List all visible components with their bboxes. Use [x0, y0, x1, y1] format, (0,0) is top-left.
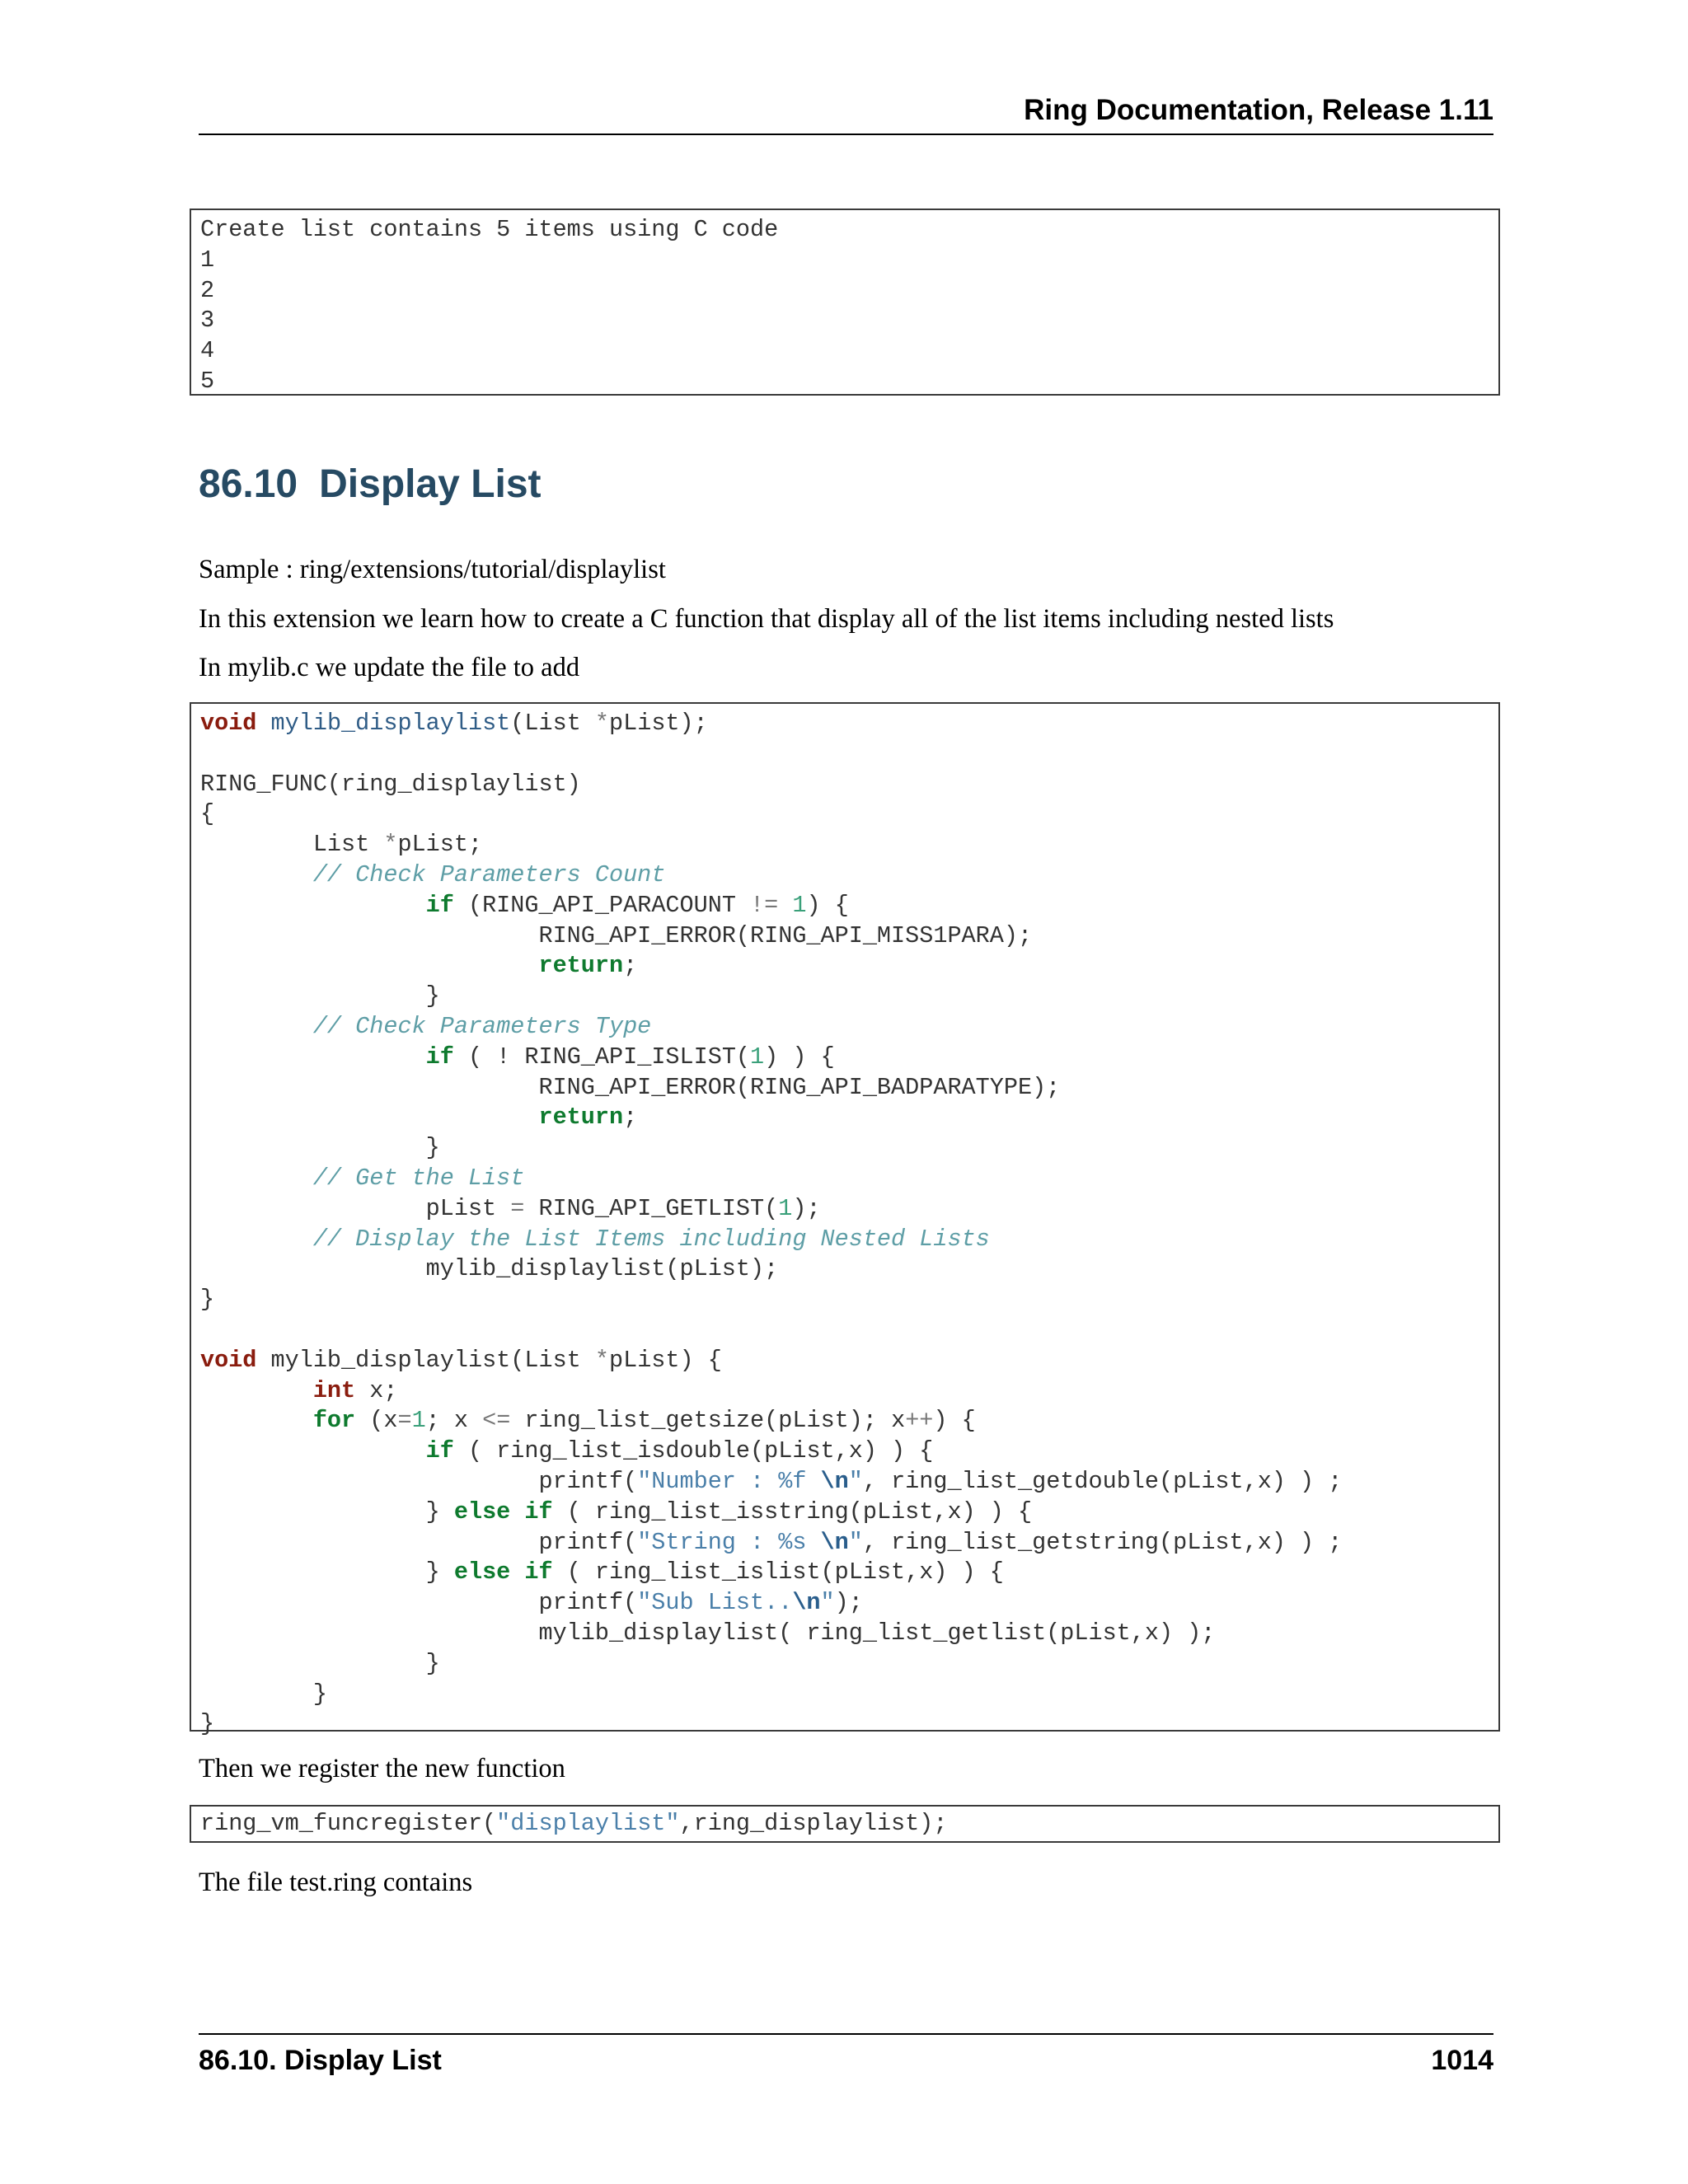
- code-line: }: [200, 1680, 327, 1708]
- code-line: }: [200, 1286, 215, 1314]
- code-line: return;: [538, 1104, 638, 1132]
- page-number: 1014: [1431, 2045, 1493, 2076]
- register-paragraph: Then we register the new function: [199, 1754, 565, 1783]
- code-line: mylib_displaylist(pList);: [200, 1255, 779, 1283]
- output-line: 4: [200, 337, 215, 365]
- code-line: }: [200, 1710, 215, 1738]
- code-line: }: [200, 982, 440, 1010]
- code-line: // Check Parameters Type: [200, 1012, 652, 1040]
- code-mylib: [191, 704, 1498, 1740]
- code-line: printf("Sub List..\n");: [200, 1589, 863, 1617]
- code-line: if ( ! RING_API_ISLIST(1) ) {: [425, 1043, 835, 1071]
- code-line: }: [200, 1134, 440, 1162]
- output-line: 5: [200, 367, 215, 395]
- code-line: RING_FUNC(ring_displaylist): [200, 770, 581, 798]
- sample-path: Sample : ring/extensions/tutorial/displaylist: [199, 555, 666, 584]
- code-line: pList = RING_API_GETLIST(1);: [200, 1194, 821, 1222]
- code-line: mylib_displaylist( ring_list_getlist(pList,x) );: [200, 1619, 1216, 1647]
- code-line: void mylib_displaylist(List *pList) {: [200, 1346, 722, 1374]
- test-paragraph: The file test.ring contains: [199, 1868, 473, 1897]
- output-block: [190, 209, 1500, 396]
- code-line: printf("String : %s \n", ring_list_getstring(pList,x) ) ;: [200, 1528, 1343, 1556]
- code-line: RING_API_ERROR(RING_API_MISS1PARA);: [200, 921, 1033, 949]
- output-line: 1: [200, 246, 215, 274]
- page-header: [199, 89, 1493, 135]
- section-number: 86.10: [199, 462, 298, 506]
- intro-paragraph: In this extension we learn how to create a C function that display all of the list items including nested lists: [199, 604, 1334, 634]
- code-line: List *pList;: [200, 831, 483, 859]
- code-line: }: [200, 1649, 440, 1677]
- code-line: for (x=1; x <= ring_list_getsize(pList); x++) {: [312, 1407, 976, 1435]
- document-title: Ring Documentation, Release 1.11: [1024, 94, 1493, 126]
- code-line: // Display the List Items including Nested Lists: [200, 1225, 990, 1253]
- code-line: void mylib_displaylist(List *pList);: [200, 710, 708, 737]
- code-line: if (RING_API_PARACOUNT != 1) {: [425, 891, 849, 919]
- code-line: printf("Number : %f \n", ring_list_getdouble(pList,x) ) ;: [200, 1467, 1343, 1495]
- update-paragraph: In mylib.c we update the file to add: [199, 653, 580, 682]
- footer-section: 86.10. Display List: [199, 2045, 442, 2076]
- code-line: int x;: [312, 1376, 398, 1404]
- code-line: } else if ( ring_list_islist(pList,x) ) {: [200, 1558, 1004, 1586]
- code-line: {: [200, 800, 215, 828]
- code-line: // Check Parameters Count: [200, 860, 666, 888]
- section-heading: [199, 462, 542, 507]
- section-title: Display List: [319, 462, 542, 506]
- code-line: // Get the List: [200, 1164, 525, 1192]
- output-line: 3: [200, 307, 215, 335]
- code-line: return;: [538, 952, 638, 980]
- code-block-register: [190, 1805, 1500, 1843]
- code-line: ring_vm_funcregister("displaylist",ring_displaylist);: [200, 1810, 948, 1837]
- code-register: [191, 1807, 1498, 1840]
- code-line: RING_API_ERROR(RING_API_BADPARATYPE);: [200, 1073, 1061, 1101]
- code-line: if ( ring_list_isdouble(pList,x) ) {: [425, 1437, 934, 1465]
- page-footer: [199, 2033, 1493, 2076]
- code-block-mylib: [190, 702, 1500, 1738]
- output-line: Create list contains 5 items using C code: [200, 216, 779, 243]
- output-text: [191, 210, 1498, 397]
- code-line: } else if ( ring_list_isstring(pList,x) ) {: [200, 1497, 1033, 1526]
- output-line: 2: [200, 276, 215, 304]
